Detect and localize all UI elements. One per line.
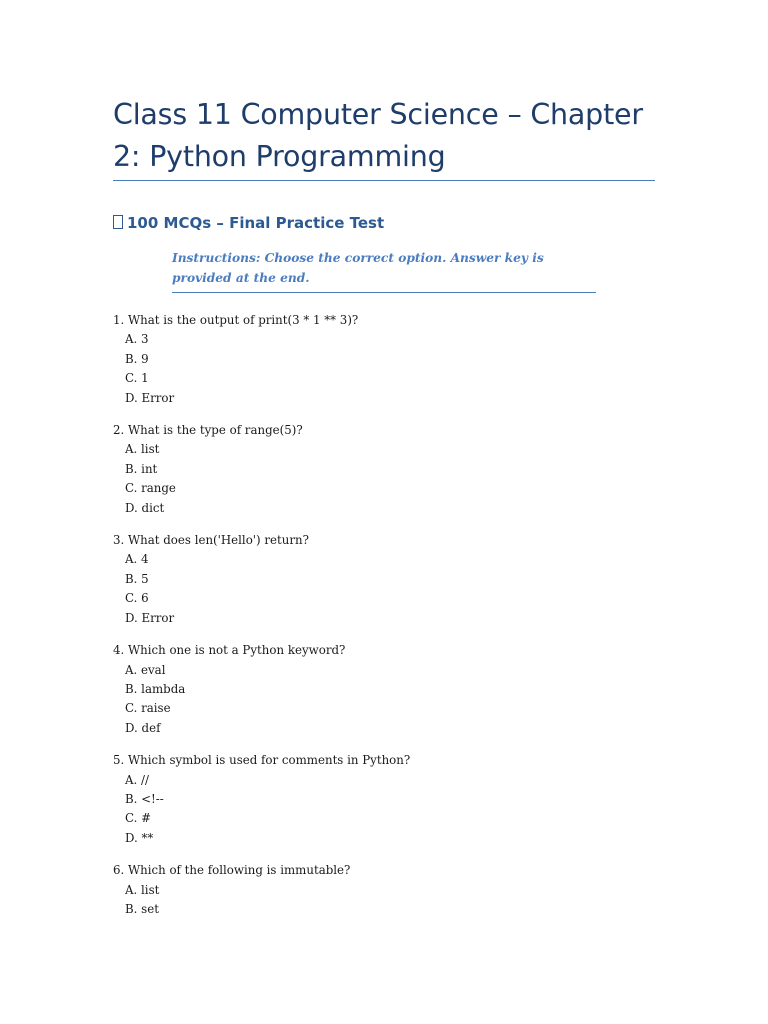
answer-option: B. int <box>125 461 158 476</box>
title-divider <box>113 180 655 181</box>
answer-option: B. <!-- <box>125 791 164 806</box>
answer-option: A. list <box>125 882 160 897</box>
question-item <box>113 641 713 738</box>
answer-option: B. 5 <box>125 571 149 586</box>
answer-option: D. Error <box>125 610 175 625</box>
answer-option: C. 1 <box>125 371 149 386</box>
answer-option: C. 6 <box>125 591 149 606</box>
answer-option: C. raise <box>125 701 171 716</box>
question-text: 1. What is the output of print(3 * 1 ** 3)? <box>113 313 359 327</box>
answer-option: B. 9 <box>125 351 149 366</box>
question-text: 2. What is the type of range(5)? <box>113 423 303 438</box>
question-item <box>113 861 713 919</box>
answer-option: D. ** <box>125 830 154 845</box>
question-text: 5. Which symbol is used for comments in Python? <box>113 753 411 768</box>
answer-option: B. lambda <box>125 681 186 696</box>
question-item <box>113 531 713 628</box>
instructions-divider <box>172 292 596 293</box>
section-heading-text: 100 MCQs – Final Practice Test <box>127 214 385 232</box>
page-title: Class 11 Computer Science – Chapter 2: Python Programming <box>113 98 643 173</box>
answer-option: A. // <box>125 772 149 787</box>
answer-option: B. set <box>125 901 159 916</box>
answer-option: A. 3 <box>125 332 149 347</box>
question-text: 4. Which one is not a Python keyword? <box>113 643 346 658</box>
question-text: 6. Which of the following is immutable? <box>113 863 351 878</box>
question-item <box>113 421 713 518</box>
answer-option: D. def <box>125 720 161 735</box>
answer-option: D. dict <box>125 500 165 515</box>
answer-option: C. range <box>125 481 176 496</box>
question-list <box>113 311 713 932</box>
missing-glyph-icon <box>113 215 123 229</box>
answer-option: C. # <box>125 811 151 826</box>
question-text: 3. What does len('Hello') return? <box>113 533 309 548</box>
section-heading <box>113 212 384 234</box>
question-item <box>113 751 713 848</box>
answer-option: A. 4 <box>125 552 149 567</box>
answer-option: A. eval <box>125 662 166 677</box>
answer-option: A. list <box>125 442 160 457</box>
question-item <box>113 311 713 408</box>
answer-option: D. Error <box>125 390 175 405</box>
instructions-text: Instructions: Choose the correct option. Answer key is provided at the end. <box>172 251 544 285</box>
